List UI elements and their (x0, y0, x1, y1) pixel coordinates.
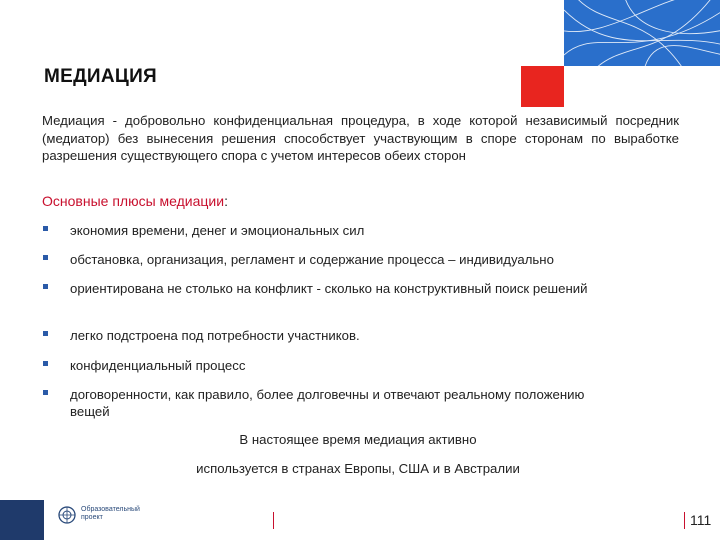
decorative-lines-graphic (564, 0, 720, 66)
footer-divider (684, 512, 685, 529)
closing-statement-line-2: используется в странах Европы, США и в Австралии (196, 461, 520, 476)
slide-title: МЕДИАЦИЯ (44, 66, 158, 87)
list-item-text: ориентирована не столько на конфликт - сколько на конструктивный поиск решений (70, 281, 588, 296)
footer-navy-block (0, 500, 44, 540)
mediation-definition: Медиация - добровольно конфиденциальная процедура, в ходе которой независимый посредник (медиатор) без вынесения решения способствует участвующим в споре сторонам по выработке разрешения существующего спора с учетом интересов обеих сторон (42, 113, 679, 164)
list-item (42, 222, 682, 239)
bullet-square-icon (43, 255, 48, 260)
list-item (42, 280, 642, 297)
list-item (42, 327, 682, 344)
bullet-square-icon (43, 331, 48, 336)
bullet-square-icon (43, 226, 48, 231)
decorative-blue-lines-block (564, 0, 720, 66)
advantages-heading (42, 193, 228, 209)
logo-text-line-2: проект (81, 514, 103, 521)
footer-divider (273, 512, 274, 529)
list-item-text: договоренности, как правило, более долговечны и отвечают реальному положению вещей (70, 387, 585, 419)
logo-text-line-1: Образовательный (81, 506, 140, 513)
list-item-text: легко подстроена под потребности участников. (70, 328, 360, 343)
bullet-square-icon (43, 361, 48, 366)
closing-statement-line-1: В настоящее время медиация активно (239, 432, 477, 447)
advantages-heading-colon: : (224, 193, 228, 209)
bullet-square-icon (43, 284, 48, 289)
page-number: 111 (690, 512, 712, 528)
list-item-text: обстановка, организация, регламент и содержание процесса – индивидуально (70, 252, 554, 267)
logo-text (81, 506, 140, 522)
bullet-square-icon (43, 390, 48, 395)
list-item (42, 357, 682, 374)
project-logo-icon (58, 506, 76, 524)
list-item (42, 251, 682, 268)
footer-logo (58, 504, 168, 534)
advantages-heading-text: Основные плюсы медиации (42, 193, 225, 209)
decorative-red-square (521, 66, 564, 107)
list-item-text: экономия времени, денег и эмоциональных сил (70, 223, 365, 238)
list-item (42, 386, 622, 420)
list-item-text: конфиденциальный процесс (70, 358, 246, 373)
